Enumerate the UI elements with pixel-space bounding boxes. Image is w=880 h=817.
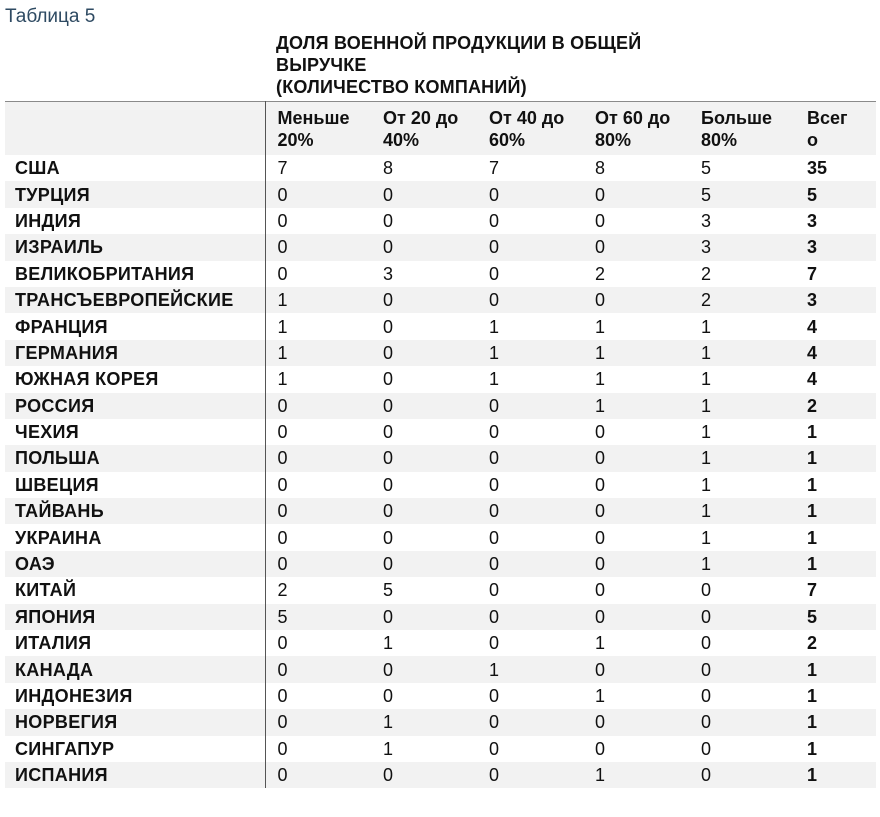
value-cell: 1 xyxy=(595,369,606,390)
total-cell: 3 xyxy=(807,237,818,258)
value-cell: 1 xyxy=(595,395,606,416)
value-cell: 0 xyxy=(277,712,288,733)
total-cell: 5 xyxy=(807,184,818,205)
value-cell: 5 xyxy=(383,580,394,601)
value-cell: 0 xyxy=(277,527,288,548)
value-cell: 0 xyxy=(595,659,606,680)
column-header-gt80 xyxy=(689,102,795,156)
table-row xyxy=(5,498,876,524)
table-row xyxy=(5,736,876,762)
value-cell: 0 xyxy=(701,712,712,733)
column-header-line: От 60 до xyxy=(595,108,671,128)
value-cell: 7 xyxy=(489,158,500,179)
value-cell: 0 xyxy=(277,395,288,416)
country-cell: НОРВЕГИЯ xyxy=(5,709,265,735)
value-cell: 1 xyxy=(489,369,500,390)
value-cell: 2 xyxy=(701,290,712,311)
value-cell: 0 xyxy=(489,210,500,231)
table-row xyxy=(5,709,876,735)
table-row xyxy=(5,261,876,287)
table-row xyxy=(5,287,876,313)
country-cell: ИСПАНИЯ xyxy=(5,762,265,788)
value-cell: 5 xyxy=(701,184,712,205)
value-cell: 0 xyxy=(277,237,288,258)
value-cell: 8 xyxy=(595,158,606,179)
value-cell: 0 xyxy=(277,184,288,205)
value-cell: 2 xyxy=(701,263,712,284)
value-cell: 0 xyxy=(277,554,288,575)
value-cell: 0 xyxy=(595,422,606,443)
value-cell: 0 xyxy=(595,527,606,548)
value-cell: 7 xyxy=(277,158,288,179)
value-cell: 0 xyxy=(383,210,394,231)
value-cell: 0 xyxy=(383,237,394,258)
value-cell: 1 xyxy=(277,290,288,311)
value-cell: 0 xyxy=(383,422,394,443)
header-row xyxy=(5,102,876,156)
value-cell: 0 xyxy=(277,686,288,706)
table-row xyxy=(5,683,876,709)
value-cell: 1 xyxy=(277,342,288,363)
table-row xyxy=(5,340,876,366)
value-cell: 0 xyxy=(489,765,500,786)
value-cell: 0 xyxy=(489,237,500,258)
country-cell: ВЕЛИКОБРИТАНИЯ xyxy=(5,261,265,287)
value-cell: 0 xyxy=(383,554,394,575)
table-row xyxy=(5,524,876,550)
table-title-line: ДОЛЯ ВОЕННОЙ ПРОДУКЦИИ В ОБЩЕЙ xyxy=(276,33,642,53)
column-header-line: От 40 до xyxy=(489,108,565,128)
value-cell: 0 xyxy=(383,290,394,311)
value-cell: 0 xyxy=(595,237,606,258)
country-cell: СИНГАПУР xyxy=(5,736,265,762)
value-cell: 0 xyxy=(595,580,606,601)
value-cell: 0 xyxy=(383,686,394,706)
value-cell: 0 xyxy=(595,606,606,627)
table-row xyxy=(5,445,876,471)
total-cell: 1 xyxy=(807,422,818,443)
value-cell: 0 xyxy=(383,606,394,627)
total-cell: 1 xyxy=(807,448,818,469)
value-cell: 3 xyxy=(701,237,712,258)
value-cell: 1 xyxy=(595,633,606,654)
total-cell: 2 xyxy=(807,395,818,416)
value-cell: 1 xyxy=(701,342,712,363)
value-cell: 0 xyxy=(277,659,288,680)
country-cell: ИНДОНЕЗИЯ xyxy=(5,683,265,709)
value-cell: 1 xyxy=(701,395,712,416)
value-cell: 1 xyxy=(701,554,712,575)
value-cell: 0 xyxy=(701,633,712,654)
value-cell: 0 xyxy=(595,738,606,759)
total-cell: 7 xyxy=(807,263,818,284)
value-cell: 0 xyxy=(489,633,500,654)
value-cell: 0 xyxy=(383,474,394,495)
country-cell: ОАЭ xyxy=(5,551,265,577)
value-cell: 5 xyxy=(277,606,288,627)
total-cell: 7 xyxy=(807,580,818,601)
table-row xyxy=(5,366,876,392)
value-cell: 0 xyxy=(595,448,606,469)
country-cell: КАНАДА xyxy=(5,656,265,682)
total-cell: 1 xyxy=(807,527,818,548)
value-cell: 0 xyxy=(277,422,288,443)
column-header-line: Больше xyxy=(701,108,772,128)
value-cell: 1 xyxy=(595,342,606,363)
table-row xyxy=(5,393,876,419)
column-header-lt20 xyxy=(265,102,371,156)
value-cell: 1 xyxy=(701,501,712,522)
country-cell: ТРАНСЪЕВРОПЕЙСКИЕ xyxy=(5,287,265,313)
value-cell: 0 xyxy=(701,765,712,786)
value-cell: 0 xyxy=(489,738,500,759)
table-row xyxy=(5,551,876,577)
total-cell: 1 xyxy=(807,474,818,495)
value-cell: 0 xyxy=(595,184,606,205)
value-cell: 0 xyxy=(383,501,394,522)
value-cell: 0 xyxy=(595,290,606,311)
table-row xyxy=(5,604,876,630)
table-row xyxy=(5,234,876,260)
value-cell: 0 xyxy=(383,342,394,363)
country-cell: ЯПОНИЯ xyxy=(5,604,265,630)
value-cell: 1 xyxy=(277,369,288,390)
value-cell: 0 xyxy=(489,580,500,601)
country-cell: ТУРЦИЯ xyxy=(5,181,265,207)
table-row xyxy=(5,313,876,339)
value-cell: 1 xyxy=(489,342,500,363)
value-cell: 1 xyxy=(595,765,606,786)
value-cell: 1 xyxy=(595,686,606,706)
country-cell: ЧЕХИЯ xyxy=(5,419,265,445)
value-cell: 1 xyxy=(383,738,394,759)
value-cell: 0 xyxy=(277,765,288,786)
value-cell: 0 xyxy=(489,395,500,416)
value-cell: 1 xyxy=(701,422,712,443)
column-header-line: 80% xyxy=(595,130,632,150)
total-cell: 1 xyxy=(807,738,818,759)
value-cell: 0 xyxy=(701,606,712,627)
table-body xyxy=(5,155,876,788)
value-cell: 3 xyxy=(383,263,394,284)
value-cell: 0 xyxy=(595,501,606,522)
table-caption: Таблица 5 xyxy=(5,6,96,27)
value-cell: 1 xyxy=(701,369,712,390)
total-cell: 1 xyxy=(807,501,818,522)
value-cell: 1 xyxy=(701,527,712,548)
country-cell: ГЕРМАНИЯ xyxy=(5,340,265,366)
value-cell: 0 xyxy=(383,448,394,469)
value-cell: 0 xyxy=(383,395,394,416)
value-cell: 0 xyxy=(277,474,288,495)
value-cell: 0 xyxy=(701,659,712,680)
column-header-60-80 xyxy=(583,102,689,156)
value-cell: 0 xyxy=(277,501,288,522)
value-cell: 0 xyxy=(383,659,394,680)
country-cell: КИТАЙ xyxy=(5,577,265,603)
value-cell: 0 xyxy=(383,527,394,548)
country-cell: ШВЕЦИЯ xyxy=(5,472,265,498)
table-title-line: ВЫРУЧКЕ xyxy=(276,55,367,75)
value-cell: 1 xyxy=(277,316,288,337)
table-row xyxy=(5,472,876,498)
value-cell: 2 xyxy=(277,580,288,601)
country-cell: УКРАИНА xyxy=(5,524,265,550)
value-cell: 1 xyxy=(383,633,394,654)
country-cell: ТАЙВАНЬ xyxy=(5,498,265,524)
value-cell: 0 xyxy=(701,686,712,706)
value-cell: 1 xyxy=(701,316,712,337)
column-header-line: Меньше xyxy=(277,108,350,128)
value-cell: 1 xyxy=(489,659,500,680)
total-cell: 1 xyxy=(807,712,818,733)
value-cell: 0 xyxy=(489,606,500,627)
value-cell: 8 xyxy=(383,158,394,179)
total-cell: 1 xyxy=(807,554,818,575)
value-cell: 0 xyxy=(595,474,606,495)
total-cell: 4 xyxy=(807,369,818,390)
column-header-40-60 xyxy=(477,102,583,156)
value-cell: 0 xyxy=(383,369,394,390)
value-cell: 1 xyxy=(383,712,394,733)
country-cell: ПОЛЬША xyxy=(5,445,265,471)
table-row xyxy=(5,630,876,656)
total-cell: 4 xyxy=(807,342,818,363)
military-revenue-share-table xyxy=(5,101,876,788)
value-cell: 0 xyxy=(701,580,712,601)
value-cell: 0 xyxy=(489,263,500,284)
column-header-20-40 xyxy=(371,102,477,156)
table-row xyxy=(5,181,876,207)
value-cell: 0 xyxy=(489,422,500,443)
total-cell: 1 xyxy=(807,686,818,706)
value-cell: 0 xyxy=(489,290,500,311)
total-cell: 1 xyxy=(807,659,818,680)
value-cell: 0 xyxy=(595,554,606,575)
table-row xyxy=(5,419,876,445)
value-cell: 1 xyxy=(701,474,712,495)
column-header-line: о xyxy=(807,130,818,150)
value-cell: 0 xyxy=(489,501,500,522)
country-cell: ФРАНЦИЯ xyxy=(5,313,265,339)
country-cell: ИТАЛИЯ xyxy=(5,630,265,656)
value-cell: 1 xyxy=(701,448,712,469)
total-cell: 35 xyxy=(807,158,828,179)
country-cell: ИЗРАИЛЬ xyxy=(5,234,265,260)
column-header-line: 60% xyxy=(489,130,526,150)
value-cell: 0 xyxy=(489,474,500,495)
column-header-line: От 20 до xyxy=(383,108,459,128)
country-cell: США xyxy=(5,155,265,181)
total-cell: 2 xyxy=(807,633,818,654)
value-cell: 0 xyxy=(595,210,606,231)
value-cell: 0 xyxy=(277,738,288,759)
table-title-line: (КОЛИЧЕСТВО КОМПАНИЙ) xyxy=(276,77,527,97)
value-cell: 2 xyxy=(595,263,606,284)
total-cell: 5 xyxy=(807,606,818,627)
value-cell: 0 xyxy=(383,316,394,337)
column-header-line: 40% xyxy=(383,130,420,150)
value-cell: 0 xyxy=(489,554,500,575)
value-cell: 3 xyxy=(701,210,712,231)
value-cell: 0 xyxy=(277,448,288,469)
column-header-line: Всег xyxy=(807,108,848,128)
table-row xyxy=(5,762,876,788)
column-header-line: 20% xyxy=(277,130,314,150)
value-cell: 0 xyxy=(489,448,500,469)
table-row xyxy=(5,656,876,682)
value-cell: 0 xyxy=(489,686,500,706)
total-cell: 1 xyxy=(807,765,818,786)
total-cell: 4 xyxy=(807,316,818,337)
value-cell: 0 xyxy=(701,738,712,759)
value-cell: 0 xyxy=(595,712,606,733)
table-row xyxy=(5,577,876,603)
column-header-total xyxy=(795,102,876,156)
value-cell: 0 xyxy=(489,527,500,548)
country-cell: РОССИЯ xyxy=(5,393,265,419)
value-cell: 0 xyxy=(277,633,288,654)
value-cell: 0 xyxy=(489,184,500,205)
value-cell: 0 xyxy=(277,263,288,284)
value-cell: 0 xyxy=(383,765,394,786)
total-cell: 3 xyxy=(807,290,818,311)
value-cell: 0 xyxy=(489,712,500,733)
country-cell: ИНДИЯ xyxy=(5,208,265,234)
total-cell: 3 xyxy=(807,210,818,231)
column-header-line: 80% xyxy=(701,130,738,150)
table-row xyxy=(5,155,876,181)
table-row xyxy=(5,208,876,234)
country-cell: ЮЖНАЯ КОРЕЯ xyxy=(5,366,265,392)
table-title xyxy=(276,32,716,98)
value-cell: 0 xyxy=(383,184,394,205)
value-cell: 5 xyxy=(701,158,712,179)
value-cell: 0 xyxy=(277,210,288,231)
value-cell: 1 xyxy=(489,316,500,337)
country-column-header xyxy=(5,102,265,156)
value-cell: 1 xyxy=(595,316,606,337)
